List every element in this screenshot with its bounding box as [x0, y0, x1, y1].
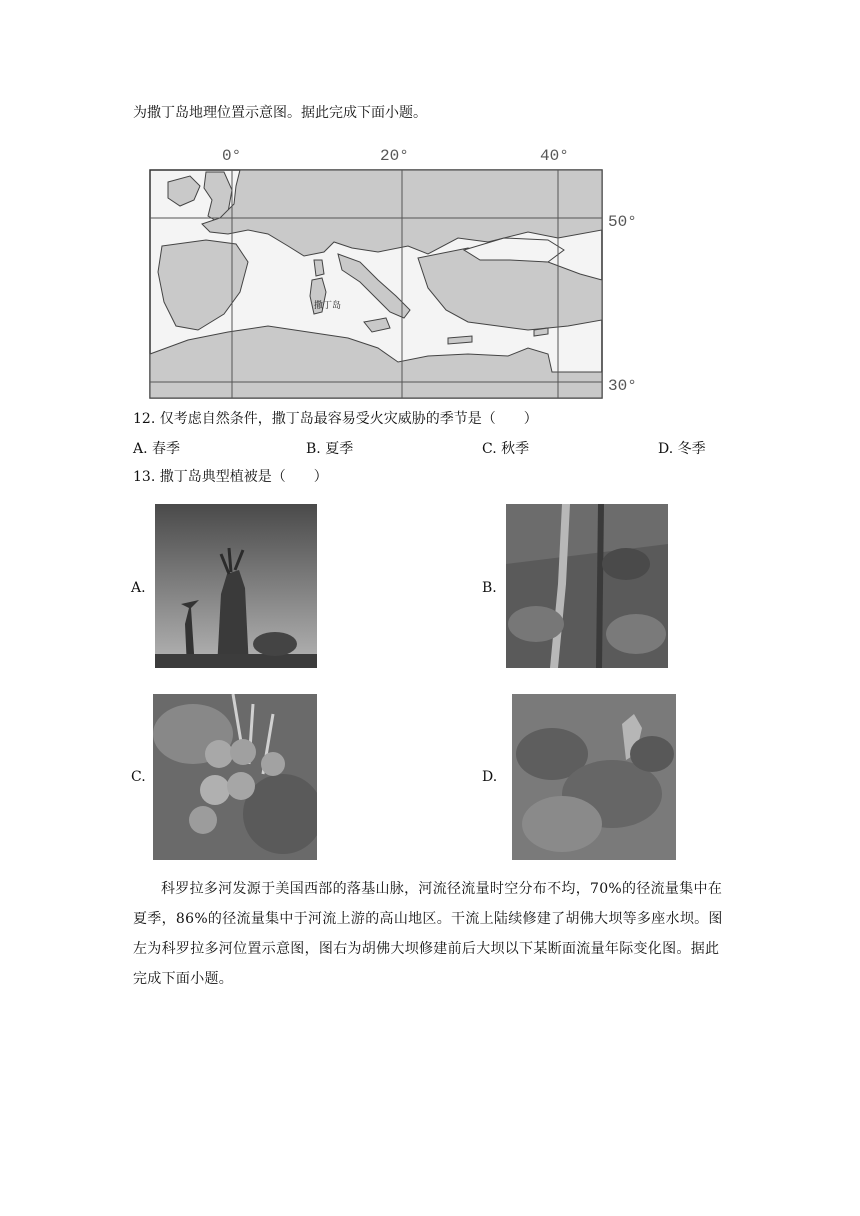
rainforest-photo-icon[interactable] — [506, 504, 668, 668]
olive-fruit-photo-icon[interactable] — [153, 694, 317, 860]
island-label: 撒丁岛 — [314, 301, 342, 311]
sardinia-location-map — [128, 142, 662, 404]
q13-option-c-letter[interactable]: C. — [131, 769, 146, 785]
colorado-river-paragraph: 科罗拉多河发源于美国西部的落基山脉，河流径流量时空分布不均，70%的径流量集中在夏季，86%的径流量集中于河流上游的高山地区。干流上陆续修建了胡佛大坝等多座水坝。图左为科罗拉多河位置示意图，图右为胡佛大坝修建前后大坝以下某断面流量年际变化图。据此完成下面小题。 — [133, 881, 723, 987]
q12-stem: 12. 仅考虑自然条件，撒丁岛最容易受火灾威胁的季节是（ ） — [133, 411, 538, 427]
q13-option-a-letter[interactable]: A. — [131, 580, 146, 596]
q12-option-c[interactable]: C. 秋季 — [482, 441, 530, 457]
q13-option-b-letter[interactable]: B. — [482, 580, 497, 596]
q13-stem: 13. 撒丁岛典型植被是（ ） — [133, 469, 328, 485]
intro-line: 为撒丁岛地理位置示意图。据此完成下面小题。 — [133, 105, 427, 121]
lon-label-0: 0° — [222, 147, 242, 165]
q12-option-d[interactable]: D. 冬季 — [658, 441, 706, 457]
land-masses — [150, 170, 602, 398]
lat-label-30: 30° — [608, 377, 637, 395]
lon-label-40: 40° — [540, 147, 569, 165]
shrub-photo-icon[interactable] — [512, 694, 676, 860]
lon-label-20: 20° — [380, 147, 409, 165]
baobab-photo-icon[interactable] — [155, 504, 317, 668]
q12-option-a[interactable]: A. 春季 — [133, 441, 181, 457]
q13-option-d-letter[interactable]: D. — [482, 769, 498, 785]
lat-label-50: 50° — [608, 213, 637, 231]
q12-option-b[interactable]: B. 夏季 — [306, 441, 354, 457]
